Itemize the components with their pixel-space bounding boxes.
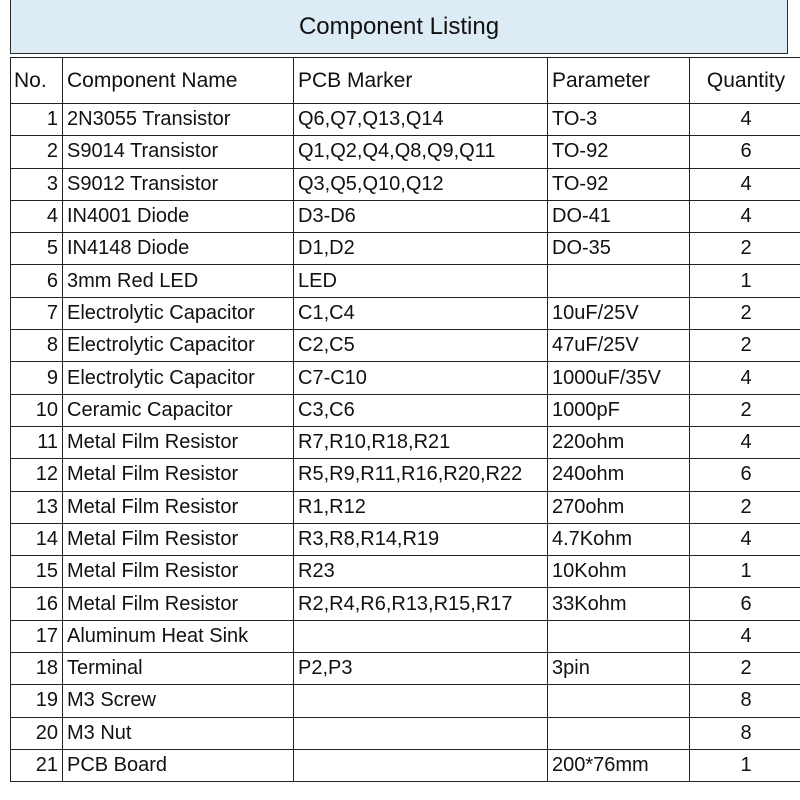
cell-no: 11 — [11, 426, 63, 458]
cell-component-name: M3 Screw — [63, 685, 294, 717]
cell-pcb-marker: R1,R12 — [294, 491, 548, 523]
cell-quantity: 2 — [690, 297, 800, 329]
cell-component-name: Electrolytic Capacitor — [63, 297, 294, 329]
cell-parameter: 200*76mm — [548, 749, 690, 781]
cell-component-name: Ceramic Capacitor — [63, 394, 294, 426]
cell-component-name: Metal Film Resistor — [63, 426, 294, 458]
cell-parameter — [548, 265, 690, 297]
cell-no: 16 — [11, 588, 63, 620]
cell-component-name: S9014 Transistor — [63, 136, 294, 168]
cell-parameter: 220ohm — [548, 426, 690, 458]
cell-component-name: Metal Film Resistor — [63, 491, 294, 523]
cell-no: 20 — [11, 717, 63, 749]
table-row — [11, 653, 800, 685]
cell-quantity: 1 — [690, 556, 800, 588]
cell-no: 5 — [11, 233, 63, 265]
cell-quantity: 2 — [690, 653, 800, 685]
cell-quantity: 4 — [690, 620, 800, 652]
table-row — [11, 265, 800, 297]
cell-quantity: 2 — [690, 330, 800, 362]
cell-pcb-marker: Q1,Q2,Q4,Q8,Q9,Q11 — [294, 136, 548, 168]
header-row — [11, 58, 800, 104]
cell-quantity: 4 — [690, 168, 800, 200]
cell-quantity: 1 — [690, 749, 800, 781]
cell-component-name: 3mm Red LED — [63, 265, 294, 297]
cell-no: 3 — [11, 168, 63, 200]
cell-quantity: 4 — [690, 104, 800, 136]
cell-no: 15 — [11, 556, 63, 588]
cell-no: 4 — [11, 200, 63, 232]
cell-no: 19 — [11, 685, 63, 717]
cell-pcb-marker — [294, 620, 548, 652]
cell-quantity: 2 — [690, 491, 800, 523]
cell-component-name: S9012 Transistor — [63, 168, 294, 200]
cell-pcb-marker: P2,P3 — [294, 653, 548, 685]
cell-parameter: 1000pF — [548, 394, 690, 426]
cell-quantity: 6 — [690, 459, 800, 491]
cell-pcb-marker: R23 — [294, 556, 548, 588]
cell-pcb-marker: R3,R8,R14,R19 — [294, 523, 548, 555]
table-row — [11, 168, 800, 200]
table-row — [11, 717, 800, 749]
cell-no: 1 — [11, 104, 63, 136]
table-row — [11, 556, 800, 588]
cell-pcb-marker: Q6,Q7,Q13,Q14 — [294, 104, 548, 136]
table-row — [11, 297, 800, 329]
cell-component-name: IN4001 Diode — [63, 200, 294, 232]
cell-no: 7 — [11, 297, 63, 329]
cell-component-name: Terminal — [63, 653, 294, 685]
table-body — [11, 104, 800, 782]
header-no: No. — [11, 58, 63, 104]
cell-no: 21 — [11, 749, 63, 781]
cell-quantity: 8 — [690, 717, 800, 749]
cell-quantity: 4 — [690, 523, 800, 555]
table-row — [11, 459, 800, 491]
table-title: Component Listing — [10, 0, 788, 54]
cell-pcb-marker: LED — [294, 265, 548, 297]
table-row — [11, 104, 800, 136]
table-row — [11, 523, 800, 555]
cell-component-name: Metal Film Resistor — [63, 556, 294, 588]
table-row — [11, 685, 800, 717]
cell-pcb-marker: C2,C5 — [294, 330, 548, 362]
cell-quantity: 4 — [690, 426, 800, 458]
component-table — [10, 57, 800, 782]
cell-no: 18 — [11, 653, 63, 685]
cell-parameter: 10Kohm — [548, 556, 690, 588]
cell-pcb-marker: R7,R10,R18,R21 — [294, 426, 548, 458]
cell-quantity: 4 — [690, 362, 800, 394]
cell-no: 8 — [11, 330, 63, 362]
cell-quantity: 1 — [690, 265, 800, 297]
header-component-name: Component Name — [63, 58, 294, 104]
cell-no: 2 — [11, 136, 63, 168]
cell-pcb-marker: D1,D2 — [294, 233, 548, 265]
cell-parameter: 47uF/25V — [548, 330, 690, 362]
cell-component-name: Metal Film Resistor — [63, 523, 294, 555]
cell-parameter: TO-92 — [548, 168, 690, 200]
header-quantity: Quantity — [690, 58, 800, 104]
cell-parameter: DO-35 — [548, 233, 690, 265]
cell-pcb-marker: R2,R4,R6,R13,R15,R17 — [294, 588, 548, 620]
cell-parameter: 10uF/25V — [548, 297, 690, 329]
table-row — [11, 394, 800, 426]
cell-pcb-marker — [294, 685, 548, 717]
cell-parameter — [548, 685, 690, 717]
table-row — [11, 620, 800, 652]
cell-component-name: 2N3055 Transistor — [63, 104, 294, 136]
cell-pcb-marker: R5,R9,R11,R16,R20,R22 — [294, 459, 548, 491]
table-row — [11, 749, 800, 781]
cell-parameter — [548, 717, 690, 749]
cell-pcb-marker: C1,C4 — [294, 297, 548, 329]
cell-parameter: TO-92 — [548, 136, 690, 168]
table-row — [11, 426, 800, 458]
table-row — [11, 200, 800, 232]
cell-quantity: 6 — [690, 136, 800, 168]
table-row — [11, 136, 800, 168]
header-pcb-marker: PCB Marker — [294, 58, 548, 104]
cell-component-name: M3 Nut — [63, 717, 294, 749]
cell-quantity: 8 — [690, 685, 800, 717]
cell-pcb-marker: C3,C6 — [294, 394, 548, 426]
cell-parameter: 33Kohm — [548, 588, 690, 620]
table-row — [11, 491, 800, 523]
cell-no: 6 — [11, 265, 63, 297]
cell-quantity: 4 — [690, 200, 800, 232]
component-listing-sheet — [10, 0, 788, 800]
table-row — [11, 588, 800, 620]
cell-component-name: Metal Film Resistor — [63, 459, 294, 491]
cell-parameter: DO-41 — [548, 200, 690, 232]
cell-no: 13 — [11, 491, 63, 523]
cell-component-name: Electrolytic Capacitor — [63, 330, 294, 362]
cell-no: 12 — [11, 459, 63, 491]
cell-no: 14 — [11, 523, 63, 555]
cell-no: 9 — [11, 362, 63, 394]
cell-parameter: 240ohm — [548, 459, 690, 491]
cell-pcb-marker: Q3,Q5,Q10,Q12 — [294, 168, 548, 200]
cell-pcb-marker: D3-D6 — [294, 200, 548, 232]
cell-component-name: PCB Board — [63, 749, 294, 781]
cell-component-name: Aluminum Heat Sink — [63, 620, 294, 652]
cell-pcb-marker: C7-C10 — [294, 362, 548, 394]
cell-component-name: Metal Film Resistor — [63, 588, 294, 620]
cell-parameter: 3pin — [548, 653, 690, 685]
cell-no: 17 — [11, 620, 63, 652]
table-row — [11, 330, 800, 362]
cell-no: 10 — [11, 394, 63, 426]
cell-quantity: 2 — [690, 394, 800, 426]
cell-pcb-marker — [294, 717, 548, 749]
cell-parameter: 1000uF/35V — [548, 362, 690, 394]
cell-component-name: Electrolytic Capacitor — [63, 362, 294, 394]
header-parameter: Parameter — [548, 58, 690, 104]
cell-parameter — [548, 620, 690, 652]
cell-parameter: 270ohm — [548, 491, 690, 523]
cell-parameter: TO-3 — [548, 104, 690, 136]
cell-parameter: 4.7Kohm — [548, 523, 690, 555]
cell-pcb-marker — [294, 749, 548, 781]
table-row — [11, 362, 800, 394]
table-row — [11, 233, 800, 265]
cell-component-name: IN4148 Diode — [63, 233, 294, 265]
cell-quantity: 6 — [690, 588, 800, 620]
cell-quantity: 2 — [690, 233, 800, 265]
